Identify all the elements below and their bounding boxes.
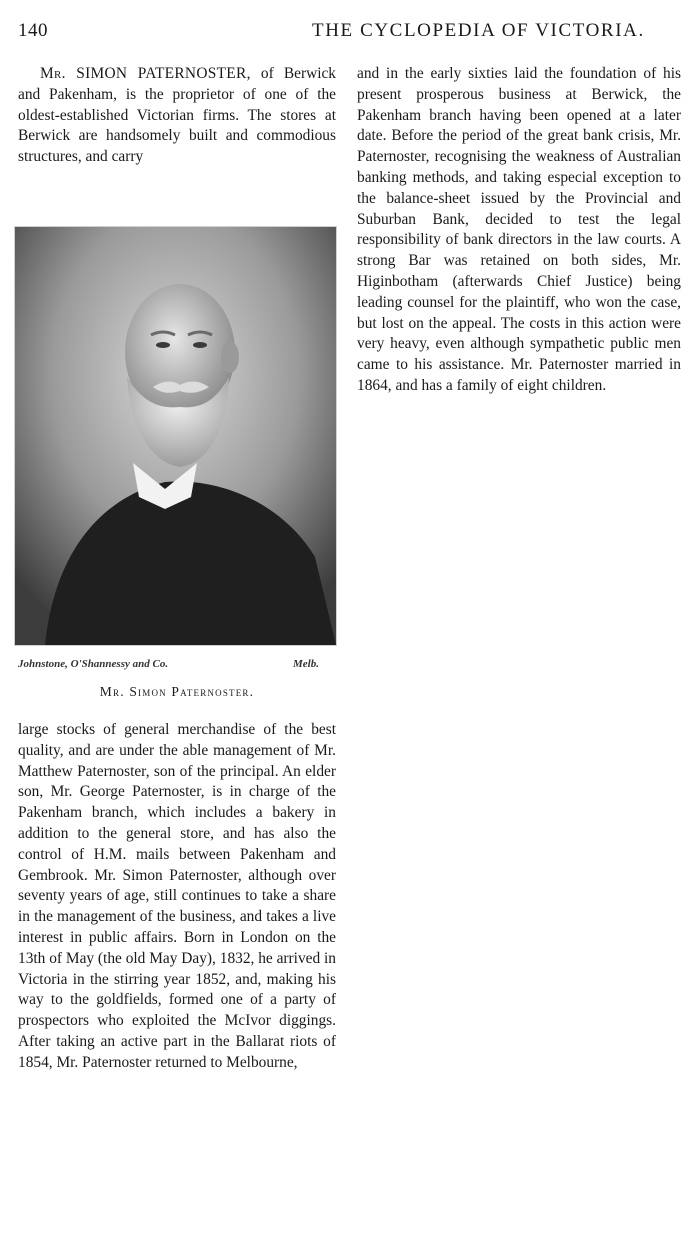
running-title: THE CYCLOPEDIA OF VICTORIA. <box>312 20 645 41</box>
portrait-photo <box>14 226 337 646</box>
article-left-column-top <box>18 64 336 168</box>
article-intro-paragraph <box>18 64 336 168</box>
portrait-image <box>15 227 336 645</box>
photo-credit-studio: Johnstone, O'Shannessy and Co. <box>18 658 169 670</box>
portrait-caption: Mr. Simon Paternoster. <box>99 684 255 699</box>
article-left-column-bottom <box>18 720 336 1074</box>
lead-name: Mr. SIMON PATERNOSTER, <box>40 65 251 82</box>
article-right-column <box>357 64 681 397</box>
photo-credit-city: Melb. <box>293 658 319 670</box>
article-right-paragraph: and in the early sixties laid the foundation of his present prosperous business at Berwick, the Pakenham branch having been opened at a later date. Before the period of the great bank crisis, Mr. Paternoster, recognising the weakness of Australian banking methods, and taking especial exception to the balance-sheet issued by the Provincial and Suburban Bank, decided to test the legal responsibility of bank directors in the law courts. A strong Bar was retained on both sides, Mr. Higinbotham (afterwards Chief Justice) being leading counsel for the plaintiff, who won the case, but lost on the appeal. The costs in this action were very heavy, even although sympathetic public men came to his assistance. Mr. Paternoster married in 1864, and has a family of eight children. <box>357 65 681 394</box>
page-number: 140 <box>18 20 48 41</box>
intro-text: of Berwick and Pakenham, is the proprietor of one of the oldest-established Victorian firms. The stores at Berwick are handsomely built and commodious structures, and carry <box>18 65 336 166</box>
article-continuation-paragraph: large stocks of general merchandise of the best quality, and are under the able management of Mr. Matthew Paternoster, son of the principal. An elder son, Mr. George Paternoster, is in charge of the Pakenham branch, which includes a bakery in addition to the general store, and has also the control of H.M. mails between Pakenham and Gembrook. Mr. Simon Paternoster, although over seventy years of age, still continues to take a share in the management of the business, and takes a live interest in public affairs. Born in London on the 13th of May (the old May Day), 1832, he arrived in Victoria in the stirring year 1852, and, making his way to the goldfields, formed one of a party of prospectors who exploited the McIvor diggings. After taking an active part in the Ballarat riots of 1854, Mr. Paternoster returned to Melbourne, <box>18 721 336 1071</box>
